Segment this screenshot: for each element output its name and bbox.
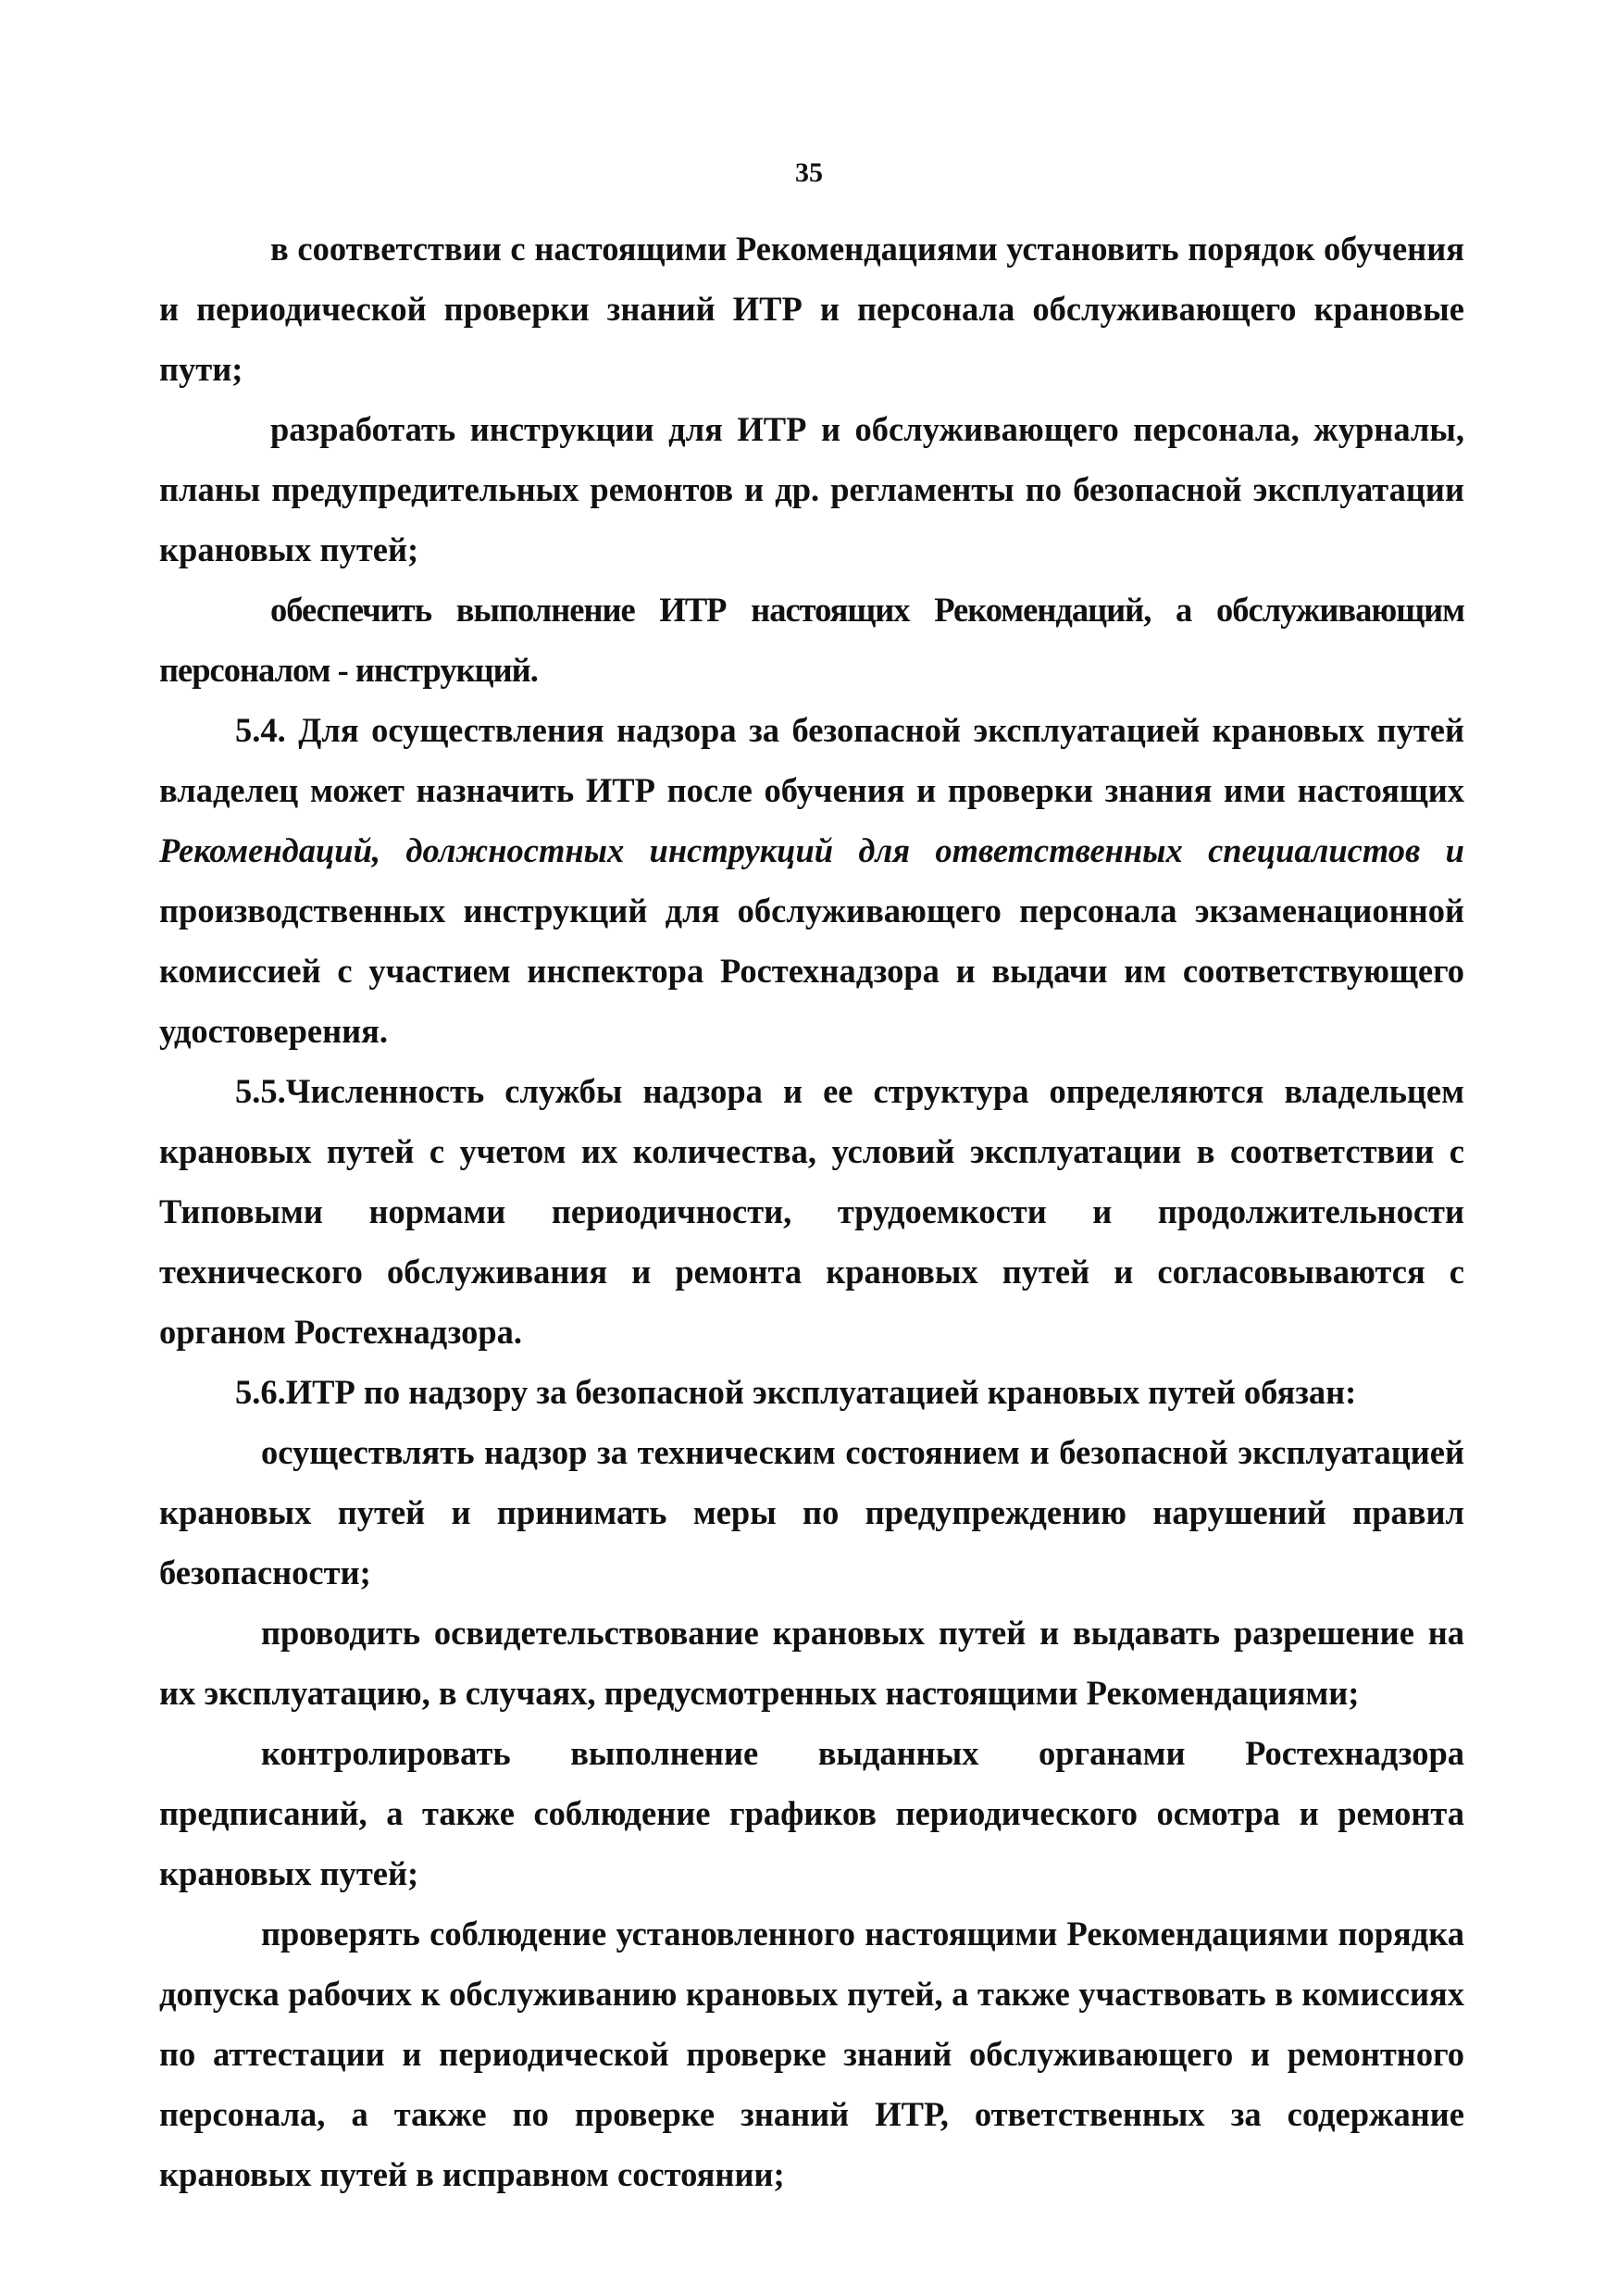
paragraph: в соответствии с настоящими Рекомендациями установить порядок обучения и периодической проверки знаний ИТР и персонала обслуживающего крановые пути;	[159, 230, 1464, 388]
paragraph: разработать инструкции для ИТР и обслуживающего персонала, журналы, планы предупредительных ремонтов и др. регламенты по безопасной эксплуатации крановых путей;	[159, 410, 1464, 568]
paragraph-5-4	[159, 700, 1464, 1061]
paragraph-text: 5.4. Для осуществления надзора за безопасной эксплуатацией крановых путей владелец может назначить ИТР после обучения и проверки знания ими настоящих	[159, 711, 1464, 809]
paragraph-5-5: 5.5.Численность службы надзора и ее структура определяются владельцем крановых путей с учетом их количества, условий эксплуатации в соответствии с Типовыми нормами периодичности, трудоемкости и продолжительности технического обслуживания и ремонта крановых путей и согласовываются с органом Ростехнадзора.	[159, 1072, 1464, 1351]
paragraph: осуществлять надзор за техническим состоянием и безопасной эксплуатацией крановых путей и принимать меры по предупреждению нарушений правил безопасности;	[159, 1433, 1464, 1591]
paragraph: проверять соблюдение установленного настоящими Рекомендациями порядка допуска рабочих к обслуживанию крановых путей, а также участвовать в комиссиях по аттестации и периодической проверке знаний обслуживающего и ремонтного персонала, а также по проверке знаний ИТР, ответственных за содержание крановых путей в исправном состоянии;	[159, 1915, 1464, 2193]
emphasized-text: Рекомендаций, должностных инструкций для ответственных специалистов и	[159, 831, 1464, 869]
paragraph: обеспечить выполнение ИТР настоящих Рекомендаций, а обслуживающим персоналом - инструкций.	[159, 591, 1464, 689]
document-body	[159, 218, 1464, 2204]
paragraph-text: производственных инструкций для обслуживающего персонала экзаменационной комиссией с участием инспектора Ростехнадзора и выдачи им соответствующего удостоверения.	[159, 892, 1464, 1050]
paragraph: проводить освидетельствование крановых путей и выдавать разрешение на их эксплуатацию, в случаях, предусмотренных настоящими Рекомендациями;	[159, 1614, 1464, 1712]
paragraph: контролировать выполнение выданных органами Ростехнадзора предписаний, а также соблюдение графиков периодического осмотра и ремонта крановых путей;	[159, 1734, 1464, 1892]
paragraph-5-6: 5.6.ИТР по надзору за безопасной эксплуатацией крановых путей обязан:	[235, 1373, 1357, 1411]
page-number: 35	[795, 157, 823, 188]
